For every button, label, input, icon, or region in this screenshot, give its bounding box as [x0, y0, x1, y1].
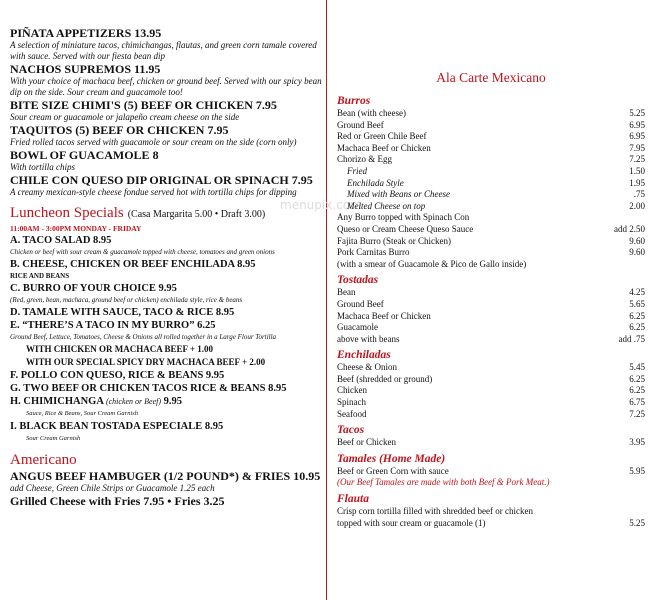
burros-row [337, 154, 645, 166]
luncheon-item-name: H. CHIMICHANGA [10, 396, 104, 407]
enchiladas-title: Enchiladas [337, 349, 391, 362]
tamales-title: Tamales (Home Made) [337, 452, 446, 465]
americano-grilled-cheese: Grilled Cheese with Fries 7.95 • Fries 3.25 [10, 494, 225, 508]
row-name: Machaca Beef or Chicken [337, 310, 431, 321]
row-name: Machaca Beef or Chicken [337, 142, 431, 153]
row-name: Any Burro topped with Spinach Con [337, 212, 470, 223]
row-name: Pork Carnitas Burro [337, 247, 410, 258]
appetizer-desc: Fried rolled tacos served with guacamole or sour cream on the side (corn only) [10, 137, 297, 147]
tamales-row [337, 466, 645, 478]
burros-row [337, 189, 645, 201]
flauta-row [337, 506, 645, 518]
luncheon-item-extra: WITH CHICKEN OR MACHACA BEEF + 1.00 [26, 344, 214, 354]
enchiladas-row [337, 362, 645, 374]
row-price: .75 [633, 189, 645, 200]
tostadas-row [337, 287, 645, 299]
burros-row [337, 143, 645, 155]
burros-row [337, 212, 645, 224]
burros-row [337, 108, 645, 120]
row-name: Fajita Burro (Steak or Chicken) [337, 235, 451, 246]
luncheon-item-sub: RICE AND BEANS [10, 272, 70, 280]
row-price: 1.50 [629, 165, 645, 176]
luncheon-item-desc: Ground Beef, Lettuce, Tomatoes, Cheese & Onions all rolled together in a Large Flour Tortilla [10, 333, 277, 341]
row-name: Chorizo & Egg [337, 154, 392, 165]
tamales-row [337, 477, 645, 489]
luncheon-item-title: A. TACO SALAD 8.95 [10, 235, 112, 246]
row-name: Melted Cheese on top [347, 200, 426, 211]
appetizer-title: TAQUITOS (5) BEEF OR CHICKEN 7.95 [10, 123, 229, 137]
luncheon-item-qualifier: (chicken or Beef) [105, 397, 162, 406]
enchiladas-row [337, 409, 645, 421]
row-name: (with a smear of Guacamole & Pico de Gallo inside) [337, 258, 527, 269]
alacarte-list [337, 94, 645, 529]
alacarte-title: Ala Carte Mexicano [436, 70, 546, 85]
row-name: Beef or Green Corn with sauce [337, 465, 449, 476]
tacos-title: Tacos [337, 424, 365, 437]
row-price: 6.95 [629, 119, 645, 130]
luncheon-item-note: Sauce, Rice & Beans, Sour Cream Garnish [26, 410, 139, 417]
row-name: Bean (with cheese) [337, 108, 406, 118]
row-price: 2.00 [629, 200, 645, 211]
row-price: 9.60 [629, 235, 645, 246]
row-price: 6.95 [629, 131, 645, 142]
flauta-row [337, 518, 645, 530]
row-price: 1.95 [629, 177, 645, 188]
row-name: Crisp corn tortilla filled with shredded beef or chicken [337, 506, 533, 517]
americano-burger-desc: add Cheese, Green Chile Strips or Guacamole 1.25 each [10, 483, 215, 493]
burros-row [337, 178, 645, 190]
row-name: Seafood [337, 408, 367, 419]
row-name: Chicken [337, 385, 367, 396]
row-price: add .75 [618, 333, 645, 344]
luncheon-item-title: F. POLLO CON QUESO, RICE & BEANS 9.95 [10, 370, 225, 381]
appetizer-title: PIÑATA APPETIZERS 13.95 [10, 26, 162, 40]
row-name: topped with sour cream or guacamole (1) [337, 517, 486, 528]
burros-row [337, 120, 645, 132]
luncheon-item-title [10, 395, 322, 408]
luncheon-item-title: I. BLACK BEAN TOSTADA ESPECIALE 8.95 [10, 421, 224, 432]
luncheon-item-title: B. CHEESE, CHICKEN OR BEEF ENCHILADA 8.95 [10, 259, 256, 270]
left-column [10, 26, 322, 508]
row-price: 5.25 [629, 517, 645, 528]
appetizer-title: BITE SIZE CHIMI'S (5) BEEF OR CHICKEN 7.95 [10, 98, 277, 112]
flauta-title: Flauta [337, 493, 369, 506]
burros-title: Burros [337, 95, 371, 107]
burros-row [337, 201, 645, 213]
appetizer-desc: Sour cream or guacamole or jalapeño cream cheese on the side [10, 112, 240, 122]
luncheon-item-desc: (Red, green, bean, machaca, ground beef or chicken) enchilada style, rice & beans [10, 296, 243, 304]
burros-row [337, 247, 645, 259]
row-price: 4.25 [629, 287, 645, 298]
luncheon-items [10, 234, 322, 445]
enchiladas-row [337, 385, 645, 397]
appetizers-section [10, 26, 322, 198]
appetizer-title: CHILE CON QUESO DIP ORIGINAL OR SPINACH 7.95 [10, 173, 313, 187]
row-price: 6.25 [629, 373, 645, 384]
row-name: Enchilada Style [347, 177, 404, 188]
row-name: (Our Beef Tamales are made with both Beef & Pork Meat.) [337, 477, 550, 488]
row-price: 6.25 [629, 322, 645, 333]
row-price: 9.60 [629, 247, 645, 258]
americano-section [10, 451, 322, 508]
luncheon-item-title: G. TWO BEEF OR CHICKEN TACOS RICE & BEANS 8.95 [10, 383, 287, 394]
tostadas-row [337, 299, 645, 311]
right-column [337, 70, 645, 529]
burros-row [337, 259, 645, 271]
row-price: 7.25 [629, 408, 645, 419]
tostadas-title: Tostadas [337, 274, 379, 287]
row-name: Queso or Cream Cheese Queso Sauce [337, 223, 474, 234]
appetizer-title: BOWL OF GUACAMOLE 8 [10, 148, 159, 162]
luncheon-item-extra: WITH OUR SPECIAL SPICY DRY MACHACA BEEF + 2.00 [26, 357, 266, 367]
row-name: Beef or Chicken [337, 437, 396, 448]
luncheon-item-desc: Chicken or beef with sour cream & guacamole topped with cheese, tomatoes and green onions [10, 248, 275, 256]
americano-title: Americano [10, 452, 77, 468]
watermark: menupix.com [280, 198, 362, 212]
row-price: 6.25 [629, 310, 645, 321]
row-name: Ground Beef [337, 298, 384, 309]
appetizer-desc: With tortilla chips [10, 162, 76, 172]
luncheon-header [10, 204, 322, 224]
burros-row [337, 131, 645, 143]
burros-row [337, 224, 645, 236]
row-name: above with beans [337, 333, 400, 344]
row-price: 5.95 [629, 465, 645, 476]
tostadas-row [337, 311, 645, 323]
appetizer-desc: A selection of miniature tacos, chimichangas, flautas, and green corn tamale covered with sauce. Served with our fiesta bean dip [10, 40, 317, 61]
row-name: Guacamole [337, 322, 378, 333]
luncheon-item-title: E. “THERE’S A TACO IN MY BURRO” 6.25 [10, 320, 216, 331]
tacos-row [337, 437, 645, 449]
row-price: 7.25 [629, 154, 645, 165]
tostadas-row [337, 334, 645, 346]
row-price: add 2.50 [614, 223, 645, 234]
row-name: Fried [347, 165, 367, 176]
tostadas-row [337, 322, 645, 334]
luncheon-item-title: D. TAMALE WITH SAUCE, TACO & RICE 8.95 [10, 307, 235, 318]
row-price: 5.25 [629, 108, 645, 118]
row-name: Beef (shredded or ground) [337, 373, 433, 384]
row-price: 7.95 [629, 142, 645, 153]
luncheon-note: (Casa Margarita 5.00 • Draft 3.00) [127, 209, 266, 220]
americano-burger: ANGUS BEEF HAMBUGER (1/2 POUND*) & FRIES 10.95 [10, 469, 321, 483]
row-name: Mixed with Beans or Cheese [347, 189, 450, 200]
row-name: Red or Green Chile Beef [337, 131, 427, 142]
row-price: 6.75 [629, 397, 645, 408]
luncheon-item-note: Sour Cream Garnish [26, 435, 81, 442]
burros-row [337, 236, 645, 248]
row-name: Bean [337, 287, 356, 298]
row-price: 3.95 [629, 437, 645, 448]
luncheon-item-price: 9.95 [163, 396, 183, 407]
column-divider [326, 0, 327, 600]
appetizer-title: NACHOS SUPREMOS 11.95 [10, 62, 161, 76]
burros-row [337, 166, 645, 178]
luncheon-title: Luncheon Specials [10, 205, 124, 221]
luncheon-hours: 11:00AM - 3:00PM MONDAY - FRIDAY [10, 224, 142, 233]
row-price: 6.25 [629, 385, 645, 396]
row-name: Ground Beef [337, 119, 384, 130]
appetizer-desc: A creamy mexican-style cheese fondue served hot with tortilla chips for dipping [10, 187, 297, 197]
row-name: Cheese & Onion [337, 362, 397, 373]
row-price: 5.45 [629, 362, 645, 373]
row-name: Spinach [337, 397, 366, 408]
luncheon-item-title: C. BURRO OF YOUR CHOICE 9.95 [10, 283, 177, 294]
enchiladas-row [337, 397, 645, 409]
row-price: 5.65 [629, 298, 645, 309]
enchiladas-row [337, 374, 645, 386]
appetizer-desc: With your choice of machaca beef, chicken or ground beef. Served with our spicy bean dip on the side. Sour cream and guacamole too! [10, 76, 322, 97]
